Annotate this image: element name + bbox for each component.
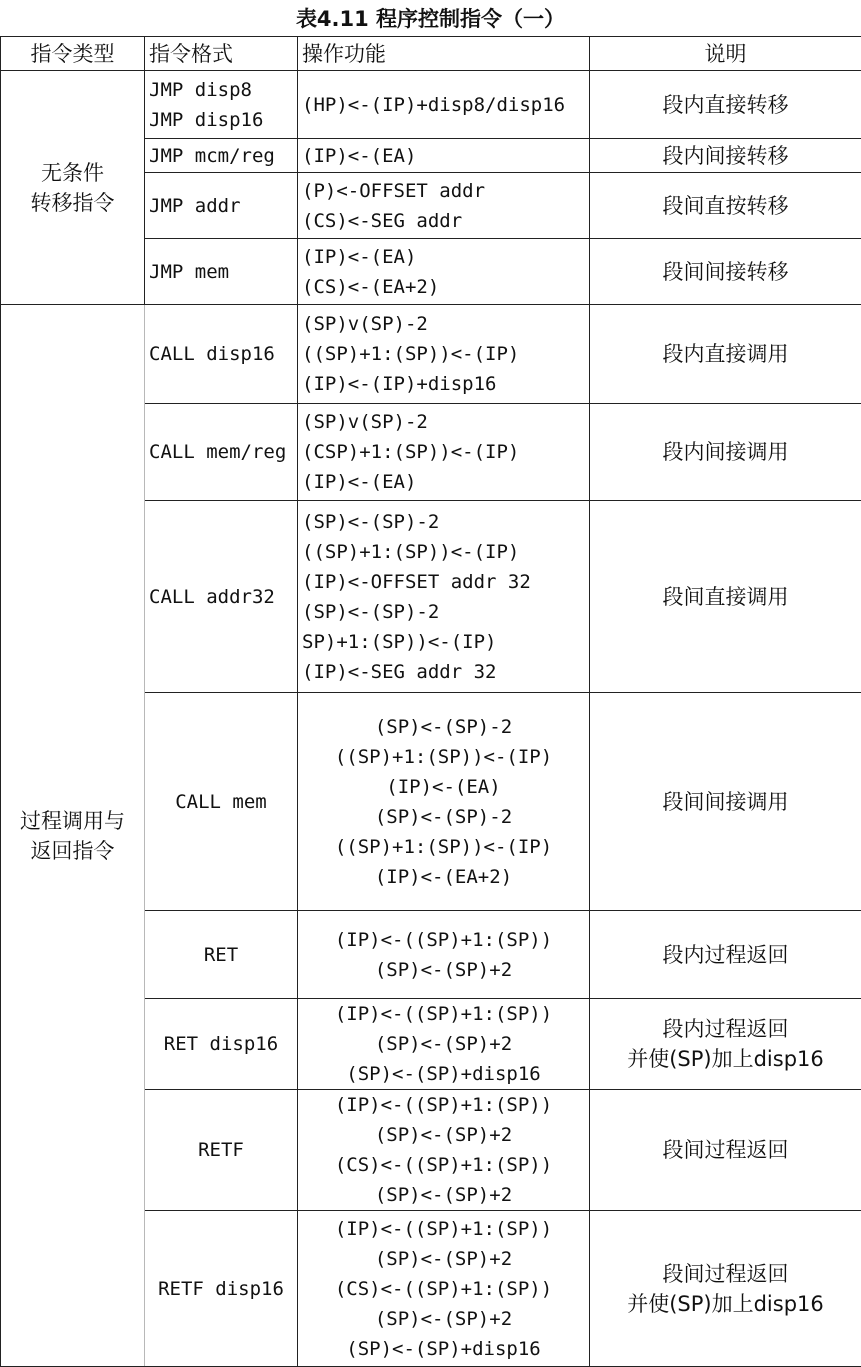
instruction-format-cell [145,71,298,139]
instruction-format-line: CALL disp16 [149,339,293,369]
description-line: 段内直接转移 [594,90,857,120]
description-line: 段内过程返回 [594,1014,857,1044]
instruction-type-cell [1,71,145,305]
description-cell [590,139,861,173]
description-cell [590,693,861,911]
description-line: 段间间接调用 [594,787,857,817]
description-cell [590,404,861,501]
operation-line: ((SP)+1:(SP))<-(IP) [302,339,585,369]
table-row [1,71,861,139]
operation-line: (IP)<-OFFSET addr 32 [302,567,585,597]
instruction-format-line: CALL mem [149,787,293,817]
operation-line: (SP)<-(SP)+2 [302,1304,585,1334]
instruction-format-line: JMP mem [149,257,293,287]
operation-line: (SP)v(SP)-2 [302,407,585,437]
instruction-format-cell [145,173,298,239]
operation-line: (HP)<-(IP)+disp8/disp16 [302,90,585,120]
operation-line: (IP)<-(EA) [302,467,585,497]
description-cell [590,911,861,999]
instruction-format-line: RET [149,940,293,970]
operation-cell [298,305,590,404]
operation-line: (P)<-OFFSET addr [302,176,585,206]
header-type: 指令类型 [1,37,145,71]
operation-cell [298,911,590,999]
operation-line: (CS)<-(EA+2) [302,272,585,302]
instruction-format-cell [145,501,298,693]
operation-line: (SP)<-(SP)-2 [302,597,585,627]
header-format: 指令格式 [145,37,298,71]
instruction-type-line: 无条件 [5,158,140,188]
instruction-format-line: RETF [149,1135,293,1165]
operation-cell [298,999,590,1090]
description-line: 段间直按转移 [594,191,857,221]
instruction-format-line: RETF disp16 [149,1274,293,1304]
operation-line: (SP)<-(SP)-2 [302,802,585,832]
instruction-format-cell [145,911,298,999]
operation-line: (SP)<-(SP)+disp16 [302,1059,585,1089]
description-cell [590,1090,861,1211]
description-line: 段间过程返回 [594,1135,857,1165]
operation-line: (CS)<-((SP)+1:(SP)) [302,1150,585,1180]
description-line: 并使(SP)加上disp16 [594,1044,857,1074]
description-line: 段内直接调用 [594,339,857,369]
description-line: 段内间接调用 [594,437,857,467]
instruction-table [0,36,861,1367]
operation-cell [298,71,590,139]
operation-line: (CS)<-((SP)+1:(SP)) [302,1274,585,1304]
instruction-type-cell [1,305,145,1367]
description-line: 段间直接调用 [594,582,857,612]
instruction-type-line: 返回指令 [5,836,140,866]
operation-cell [298,1211,590,1367]
table-row [1,305,861,404]
description-cell [590,239,861,305]
operation-line: (IP)<-(EA) [302,141,585,171]
instruction-format-line: JMP mcm/reg [149,141,293,171]
operation-line: (CS)<-SEG addr [302,206,585,236]
operation-line: SP)+1:(SP))<-(IP) [302,627,585,657]
description-line: 并使(SP)加上disp16 [594,1289,857,1319]
operation-cell [298,501,590,693]
operation-line: (IP)<-(EA+2) [302,862,585,892]
operation-line: (SP)<-(SP)-2 [302,507,585,537]
operation-line: (SP)<-(SP)+2 [302,1120,585,1150]
header-description: 说明 [590,37,861,71]
table-body [1,37,861,1367]
operation-line: (IP)<-SEG addr 32 [302,657,585,687]
instruction-format-cell [145,1090,298,1211]
operation-cell [298,693,590,911]
instruction-format-cell [145,239,298,305]
description-line: 段间过程返回 [594,1259,857,1289]
instruction-format-line: JMP addr [149,191,293,221]
table-title: 表4.11 程序控制指令（一） [0,0,861,36]
operation-cell [298,404,590,501]
operation-line: (SP)<-(SP)+2 [302,1244,585,1274]
instruction-format-line: RET disp16 [149,1029,293,1059]
description-line: 段内间接转移 [594,141,857,171]
instruction-format-cell [145,305,298,404]
description-cell [590,1211,861,1367]
operation-line: (CSP)+1:(SP))<-(IP) [302,437,585,467]
operation-line: (SP)<-(SP)+disp16 [302,1334,585,1364]
instruction-type-line: 过程调用与 [5,806,140,836]
description-line: 段内过程返回 [594,940,857,970]
header-row [1,37,861,71]
operation-line: (SP)v(SP)-2 [302,309,585,339]
instruction-format-cell [145,999,298,1090]
description-line: 段间间接转移 [594,257,857,287]
instruction-format-cell [145,1211,298,1367]
operation-line: (SP)<-(SP)+2 [302,1180,585,1210]
operation-line: (IP)<-((SP)+1:(SP)) [302,925,585,955]
operation-line: ((SP)+1:(SP))<-(IP) [302,742,585,772]
operation-line: (SP)<-(SP)+2 [302,1029,585,1059]
instruction-format-cell [145,404,298,501]
header-operation: 操作功能 [298,37,590,71]
instruction-format-line: JMP disp16 [149,105,293,135]
instruction-format-cell [145,139,298,173]
description-cell [590,71,861,139]
instruction-type-line: 转移指令 [5,188,140,218]
description-cell [590,305,861,404]
operation-line: (SP)<-(SP)+2 [302,955,585,985]
operation-line: ((SP)+1:(SP))<-(IP) [302,832,585,862]
operation-line: (IP)<-(IP)+disp16 [302,369,585,399]
operation-line: (IP)<-((SP)+1:(SP)) [302,1090,585,1120]
operation-line: (SP)<-(SP)-2 [302,712,585,742]
instruction-format-line: CALL addr32 [149,582,293,612]
operation-line: (IP)<-(EA) [302,242,585,272]
instruction-format-line: JMP disp8 [149,75,293,105]
operation-cell [298,239,590,305]
description-cell [590,501,861,693]
operation-cell [298,173,590,239]
operation-line: ((SP)+1:(SP))<-(IP) [302,537,585,567]
operation-line: (IP)<-((SP)+1:(SP)) [302,999,585,1029]
description-cell [590,173,861,239]
instruction-format-line: CALL mem/reg [149,437,293,467]
instruction-format-cell [145,693,298,911]
operation-line: (IP)<-(EA) [302,772,585,802]
operation-cell [298,1090,590,1211]
operation-cell [298,139,590,173]
description-cell [590,999,861,1090]
operation-line: (IP)<-((SP)+1:(SP)) [302,1214,585,1244]
